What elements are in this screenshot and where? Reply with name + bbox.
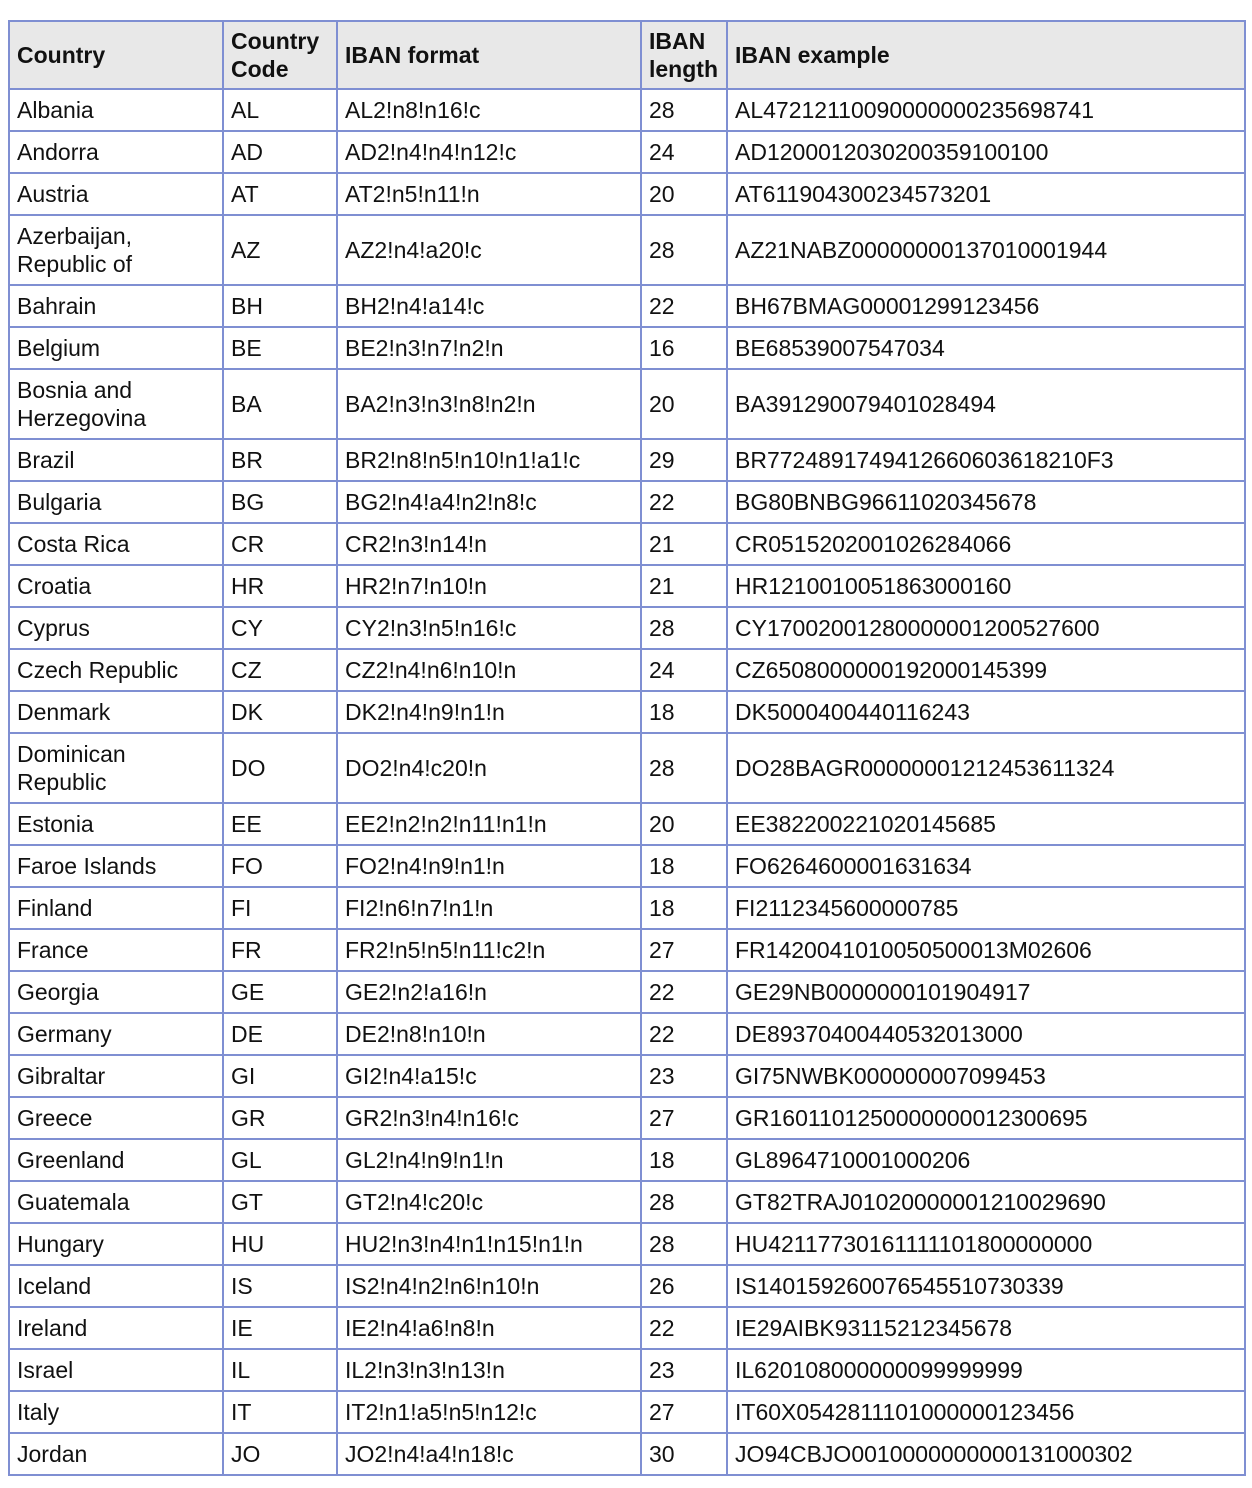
cell-iban-example: AT611904300234573201	[727, 173, 1245, 215]
cell-country-code: CR	[223, 523, 337, 565]
cell-iban-format: DK2!n4!n9!n1!n	[337, 691, 641, 733]
cell-iban-format: AL2!n8!n16!c	[337, 89, 641, 131]
table-row	[9, 929, 1245, 971]
cell-iban-format: BE2!n3!n7!n2!n	[337, 327, 641, 369]
cell-country: Bahrain	[9, 285, 223, 327]
cell-iban-example: AL47212110090000000235698741	[727, 89, 1245, 131]
cell-iban-example: FR1420041010050500013M02606	[727, 929, 1245, 971]
cell-iban-example: AD1200012030200359100100	[727, 131, 1245, 173]
cell-country-code: IL	[223, 1349, 337, 1391]
cell-iban-example: AZ21NABZ00000000137010001944	[727, 215, 1245, 285]
cell-iban-format: BA2!n3!n3!n8!n2!n	[337, 369, 641, 439]
cell-iban-example: BE68539007547034	[727, 327, 1245, 369]
table-row	[9, 1181, 1245, 1223]
cell-country: Georgia	[9, 971, 223, 1013]
cell-iban-length: 21	[641, 523, 727, 565]
cell-iban-format: CY2!n3!n5!n16!c	[337, 607, 641, 649]
cell-country: Israel	[9, 1349, 223, 1391]
cell-iban-example: CZ6508000000192000145399	[727, 649, 1245, 691]
cell-iban-example: IT60X0542811101000000123456	[727, 1391, 1245, 1433]
cell-iban-example: GL8964710001000206	[727, 1139, 1245, 1181]
table-row	[9, 131, 1245, 173]
cell-iban-length: 27	[641, 1391, 727, 1433]
cell-iban-format: FO2!n4!n9!n1!n	[337, 845, 641, 887]
cell-iban-format: AD2!n4!n4!n12!c	[337, 131, 641, 173]
cell-iban-example: GE29NB0000000101904917	[727, 971, 1245, 1013]
cell-iban-format: IE2!n4!a6!n8!n	[337, 1307, 641, 1349]
cell-iban-format: DO2!n4!c20!n	[337, 733, 641, 803]
cell-country: Finland	[9, 887, 223, 929]
cell-iban-example: IL620108000000099999999	[727, 1349, 1245, 1391]
table-row	[9, 481, 1245, 523]
cell-country: Guatemala	[9, 1181, 223, 1223]
table-row	[9, 1223, 1245, 1265]
cell-iban-length: 18	[641, 1139, 727, 1181]
header-country: Country	[9, 21, 223, 89]
cell-country-code: IE	[223, 1307, 337, 1349]
table-row	[9, 523, 1245, 565]
cell-iban-length: 27	[641, 929, 727, 971]
cell-country: Bulgaria	[9, 481, 223, 523]
table-row	[9, 607, 1245, 649]
table-row	[9, 215, 1245, 285]
cell-iban-format: FR2!n5!n5!n11!c2!n	[337, 929, 641, 971]
cell-country-code: EE	[223, 803, 337, 845]
cell-country-code: BH	[223, 285, 337, 327]
cell-iban-format: IS2!n4!n2!n6!n10!n	[337, 1265, 641, 1307]
cell-country: Ireland	[9, 1307, 223, 1349]
table-row	[9, 1265, 1245, 1307]
cell-country-code: HU	[223, 1223, 337, 1265]
cell-iban-length: 23	[641, 1349, 727, 1391]
cell-iban-example: BR7724891749412660603618210F3	[727, 439, 1245, 481]
cell-iban-example: GI75NWBK000000007099453	[727, 1055, 1245, 1097]
cell-iban-format: JO2!n4!a4!n18!c	[337, 1433, 641, 1475]
cell-country: Faroe Islands	[9, 845, 223, 887]
table-row	[9, 1307, 1245, 1349]
cell-country-code: AZ	[223, 215, 337, 285]
iban-table-container	[8, 20, 1244, 1476]
cell-iban-example: GT82TRAJ01020000001210029690	[727, 1181, 1245, 1223]
table-row	[9, 1349, 1245, 1391]
cell-iban-example: IE29AIBK93115212345678	[727, 1307, 1245, 1349]
cell-iban-length: 28	[641, 1223, 727, 1265]
cell-country: Hungary	[9, 1223, 223, 1265]
cell-iban-format: EE2!n2!n2!n11!n1!n	[337, 803, 641, 845]
cell-iban-length: 22	[641, 481, 727, 523]
cell-country: Belgium	[9, 327, 223, 369]
cell-iban-length: 27	[641, 1097, 727, 1139]
cell-country-code: AT	[223, 173, 337, 215]
table-row	[9, 887, 1245, 929]
cell-iban-length: 28	[641, 607, 727, 649]
table-row	[9, 369, 1245, 439]
table-row	[9, 845, 1245, 887]
cell-country: Croatia	[9, 565, 223, 607]
country-name-line2: Republic	[17, 769, 107, 795]
cell-iban-length: 22	[641, 285, 727, 327]
table-row	[9, 1433, 1245, 1475]
cell-iban-example: FO6264600001631634	[727, 845, 1245, 887]
cell-iban-length: 28	[641, 89, 727, 131]
cell-iban-length: 22	[641, 971, 727, 1013]
table-row	[9, 733, 1245, 803]
cell-country: Denmark	[9, 691, 223, 733]
cell-iban-format: DE2!n8!n10!n	[337, 1013, 641, 1055]
country-name-line1: Dominican	[17, 741, 126, 767]
cell-iban-example: BA391290079401028494	[727, 369, 1245, 439]
cell-iban-format: BH2!n4!a14!c	[337, 285, 641, 327]
cell-iban-format: BR2!n8!n5!n10!n1!a1!c	[337, 439, 641, 481]
cell-iban-example: HU42117730161111101800000000	[727, 1223, 1245, 1265]
cell-country	[9, 215, 223, 285]
cell-iban-example: DK5000400440116243	[727, 691, 1245, 733]
table-row	[9, 173, 1245, 215]
table-row	[9, 803, 1245, 845]
cell-iban-length: 29	[641, 439, 727, 481]
cell-iban-example: HR1210010051863000160	[727, 565, 1245, 607]
cell-country-code: GR	[223, 1097, 337, 1139]
table-row	[9, 1013, 1245, 1055]
cell-iban-format: HR2!n7!n10!n	[337, 565, 641, 607]
cell-country-code: FI	[223, 887, 337, 929]
cell-iban-format: BG2!n4!a4!n2!n8!c	[337, 481, 641, 523]
table-row	[9, 1391, 1245, 1433]
cell-country: Andorra	[9, 131, 223, 173]
cell-country-code: GL	[223, 1139, 337, 1181]
cell-iban-length: 16	[641, 327, 727, 369]
cell-iban-example: GR1601101250000000012300695	[727, 1097, 1245, 1139]
country-name-line2: Republic of	[17, 251, 133, 277]
cell-iban-format: AT2!n5!n11!n	[337, 173, 641, 215]
table-row	[9, 327, 1245, 369]
cell-country-code: FR	[223, 929, 337, 971]
cell-country-code: BA	[223, 369, 337, 439]
table-row	[9, 285, 1245, 327]
cell-iban-example: JO94CBJO0010000000000131000302	[727, 1433, 1245, 1475]
cell-country: Gibraltar	[9, 1055, 223, 1097]
cell-country: Estonia	[9, 803, 223, 845]
header-iban-example: IBAN example	[727, 21, 1245, 89]
cell-country-code: GI	[223, 1055, 337, 1097]
cell-country: Jordan	[9, 1433, 223, 1475]
header-iban-length: IBAN length	[641, 21, 727, 89]
cell-country: France	[9, 929, 223, 971]
cell-iban-example: FI2112345600000785	[727, 887, 1245, 929]
table-row	[9, 691, 1245, 733]
cell-country-code: BG	[223, 481, 337, 523]
cell-iban-length: 18	[641, 845, 727, 887]
cell-iban-format: FI2!n6!n7!n1!n	[337, 887, 641, 929]
cell-iban-length: 18	[641, 887, 727, 929]
cell-country	[9, 733, 223, 803]
cell-iban-length: 26	[641, 1265, 727, 1307]
cell-country	[9, 369, 223, 439]
cell-country-code: DE	[223, 1013, 337, 1055]
header-row	[9, 21, 1245, 89]
cell-iban-length: 20	[641, 803, 727, 845]
cell-country: Czech Republic	[9, 649, 223, 691]
cell-iban-length: 23	[641, 1055, 727, 1097]
cell-country: Brazil	[9, 439, 223, 481]
table-row	[9, 1139, 1245, 1181]
cell-iban-example: BG80BNBG96611020345678	[727, 481, 1245, 523]
cell-iban-length: 28	[641, 1181, 727, 1223]
cell-country: Costa Rica	[9, 523, 223, 565]
cell-iban-length: 22	[641, 1307, 727, 1349]
country-name-line2: Herzegovina	[17, 405, 147, 431]
cell-country: Greece	[9, 1097, 223, 1139]
cell-iban-length: 30	[641, 1433, 727, 1475]
cell-iban-example: CY17002001280000001200527600	[727, 607, 1245, 649]
cell-iban-example: BH67BMAG00001299123456	[727, 285, 1245, 327]
cell-iban-length: 18	[641, 691, 727, 733]
cell-iban-format: GE2!n2!a16!n	[337, 971, 641, 1013]
table-row	[9, 1055, 1245, 1097]
cell-country-code: BR	[223, 439, 337, 481]
cell-country: Italy	[9, 1391, 223, 1433]
cell-country-code: BE	[223, 327, 337, 369]
table-row	[9, 439, 1245, 481]
cell-country-code: GE	[223, 971, 337, 1013]
cell-country-code: IT	[223, 1391, 337, 1433]
cell-iban-format: CZ2!n4!n6!n10!n	[337, 649, 641, 691]
cell-iban-format: GT2!n4!c20!c	[337, 1181, 641, 1223]
cell-iban-example: DO28BAGR00000001212453611324	[727, 733, 1245, 803]
cell-country-code: CZ	[223, 649, 337, 691]
cell-country: Germany	[9, 1013, 223, 1055]
cell-country-code: GT	[223, 1181, 337, 1223]
cell-country-code: DK	[223, 691, 337, 733]
country-name-line1: Bosnia and	[17, 377, 133, 403]
country-name-line1: Azerbaijan,	[17, 223, 133, 249]
cell-iban-format: IT2!n1!a5!n5!n12!c	[337, 1391, 641, 1433]
cell-country: Iceland	[9, 1265, 223, 1307]
cell-iban-length: 24	[641, 131, 727, 173]
cell-iban-length: 22	[641, 1013, 727, 1055]
cell-country-code: AL	[223, 89, 337, 131]
cell-country: Albania	[9, 89, 223, 131]
cell-country-code: FO	[223, 845, 337, 887]
cell-country-code: HR	[223, 565, 337, 607]
table-row	[9, 971, 1245, 1013]
cell-iban-example: CR0515202001026284066	[727, 523, 1245, 565]
cell-iban-length: 24	[641, 649, 727, 691]
cell-country: Greenland	[9, 1139, 223, 1181]
cell-iban-example: DE89370400440532013000	[727, 1013, 1245, 1055]
cell-iban-example: EE382200221020145685	[727, 803, 1245, 845]
cell-country-code: JO	[223, 1433, 337, 1475]
cell-iban-length: 20	[641, 369, 727, 439]
cell-country-code: IS	[223, 1265, 337, 1307]
cell-iban-format: GI2!n4!a15!c	[337, 1055, 641, 1097]
table-row	[9, 565, 1245, 607]
cell-country: Austria	[9, 173, 223, 215]
cell-iban-format: AZ2!n4!a20!c	[337, 215, 641, 285]
cell-iban-format: GL2!n4!n9!n1!n	[337, 1139, 641, 1181]
cell-iban-format: CR2!n3!n14!n	[337, 523, 641, 565]
cell-iban-format: IL2!n3!n3!n13!n	[337, 1349, 641, 1391]
cell-country-code: CY	[223, 607, 337, 649]
cell-iban-length: 20	[641, 173, 727, 215]
cell-iban-length: 28	[641, 733, 727, 803]
iban-table	[8, 20, 1246, 1476]
cell-country-code: AD	[223, 131, 337, 173]
cell-iban-format: GR2!n3!n4!n16!c	[337, 1097, 641, 1139]
cell-iban-length: 28	[641, 215, 727, 285]
table-row	[9, 1097, 1245, 1139]
cell-iban-example: IS140159260076545510730339	[727, 1265, 1245, 1307]
cell-iban-format: HU2!n3!n4!n1!n15!n1!n	[337, 1223, 641, 1265]
header-country-code: Country Code	[223, 21, 337, 89]
cell-iban-length: 21	[641, 565, 727, 607]
table-row	[9, 89, 1245, 131]
table-row	[9, 649, 1245, 691]
header-iban-format: IBAN format	[337, 21, 641, 89]
cell-country: Cyprus	[9, 607, 223, 649]
cell-country-code: DO	[223, 733, 337, 803]
